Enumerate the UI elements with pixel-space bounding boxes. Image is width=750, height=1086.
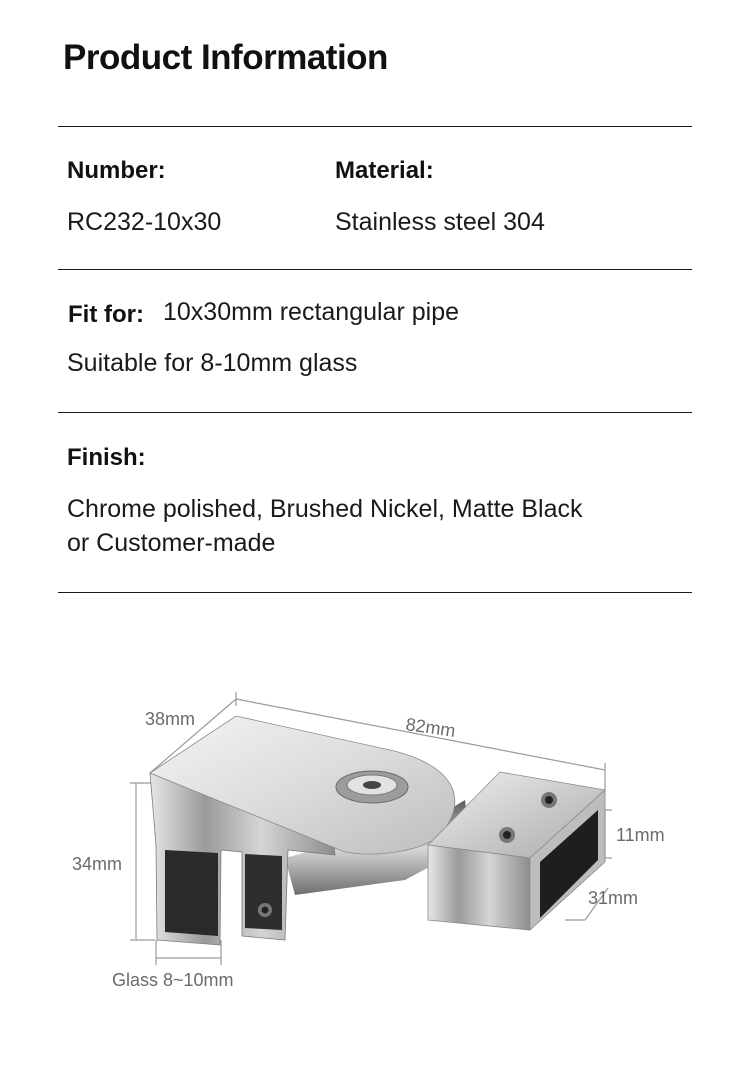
finish-line-1: Chrome polished, Brushed Nickel, Matte Black <box>67 495 583 523</box>
screw-icon <box>503 831 511 839</box>
finish-line-2: or Customer-made <box>67 529 276 557</box>
screw-icon <box>545 796 553 804</box>
divider <box>58 269 692 270</box>
hex-screw-icon <box>363 781 381 789</box>
fit-value: 10x30mm rectangular pipe <box>163 298 459 326</box>
dim-tube-width-label: 31mm <box>588 888 639 908</box>
divider <box>58 592 692 593</box>
number-label: Number: <box>67 157 166 184</box>
material-value: Stainless steel 304 <box>335 208 545 236</box>
dim-glass-label: Glass 8~10mm <box>112 970 234 990</box>
divider <box>58 412 692 413</box>
dim-tube-height-label: 11mm <box>616 825 665 845</box>
product-diagram <box>60 640 700 1050</box>
divider <box>58 126 692 127</box>
tube-connector-front <box>428 845 530 930</box>
page-title: Product Information <box>63 38 388 77</box>
dim-width-label: 38mm <box>145 709 196 729</box>
number-value: RC232-10x30 <box>67 208 222 236</box>
clamp-slot <box>245 854 282 930</box>
clamp-slot <box>165 850 218 936</box>
material-label: Material: <box>335 157 434 184</box>
fit-label: Fit for: <box>68 301 144 328</box>
finish-label: Finish: <box>67 444 146 471</box>
dim-height-label: 34mm <box>72 854 123 874</box>
dim-length-label: 82mm <box>404 714 457 741</box>
screw-icon <box>262 907 269 914</box>
glass-note: Suitable for 8-10mm glass <box>67 349 358 377</box>
